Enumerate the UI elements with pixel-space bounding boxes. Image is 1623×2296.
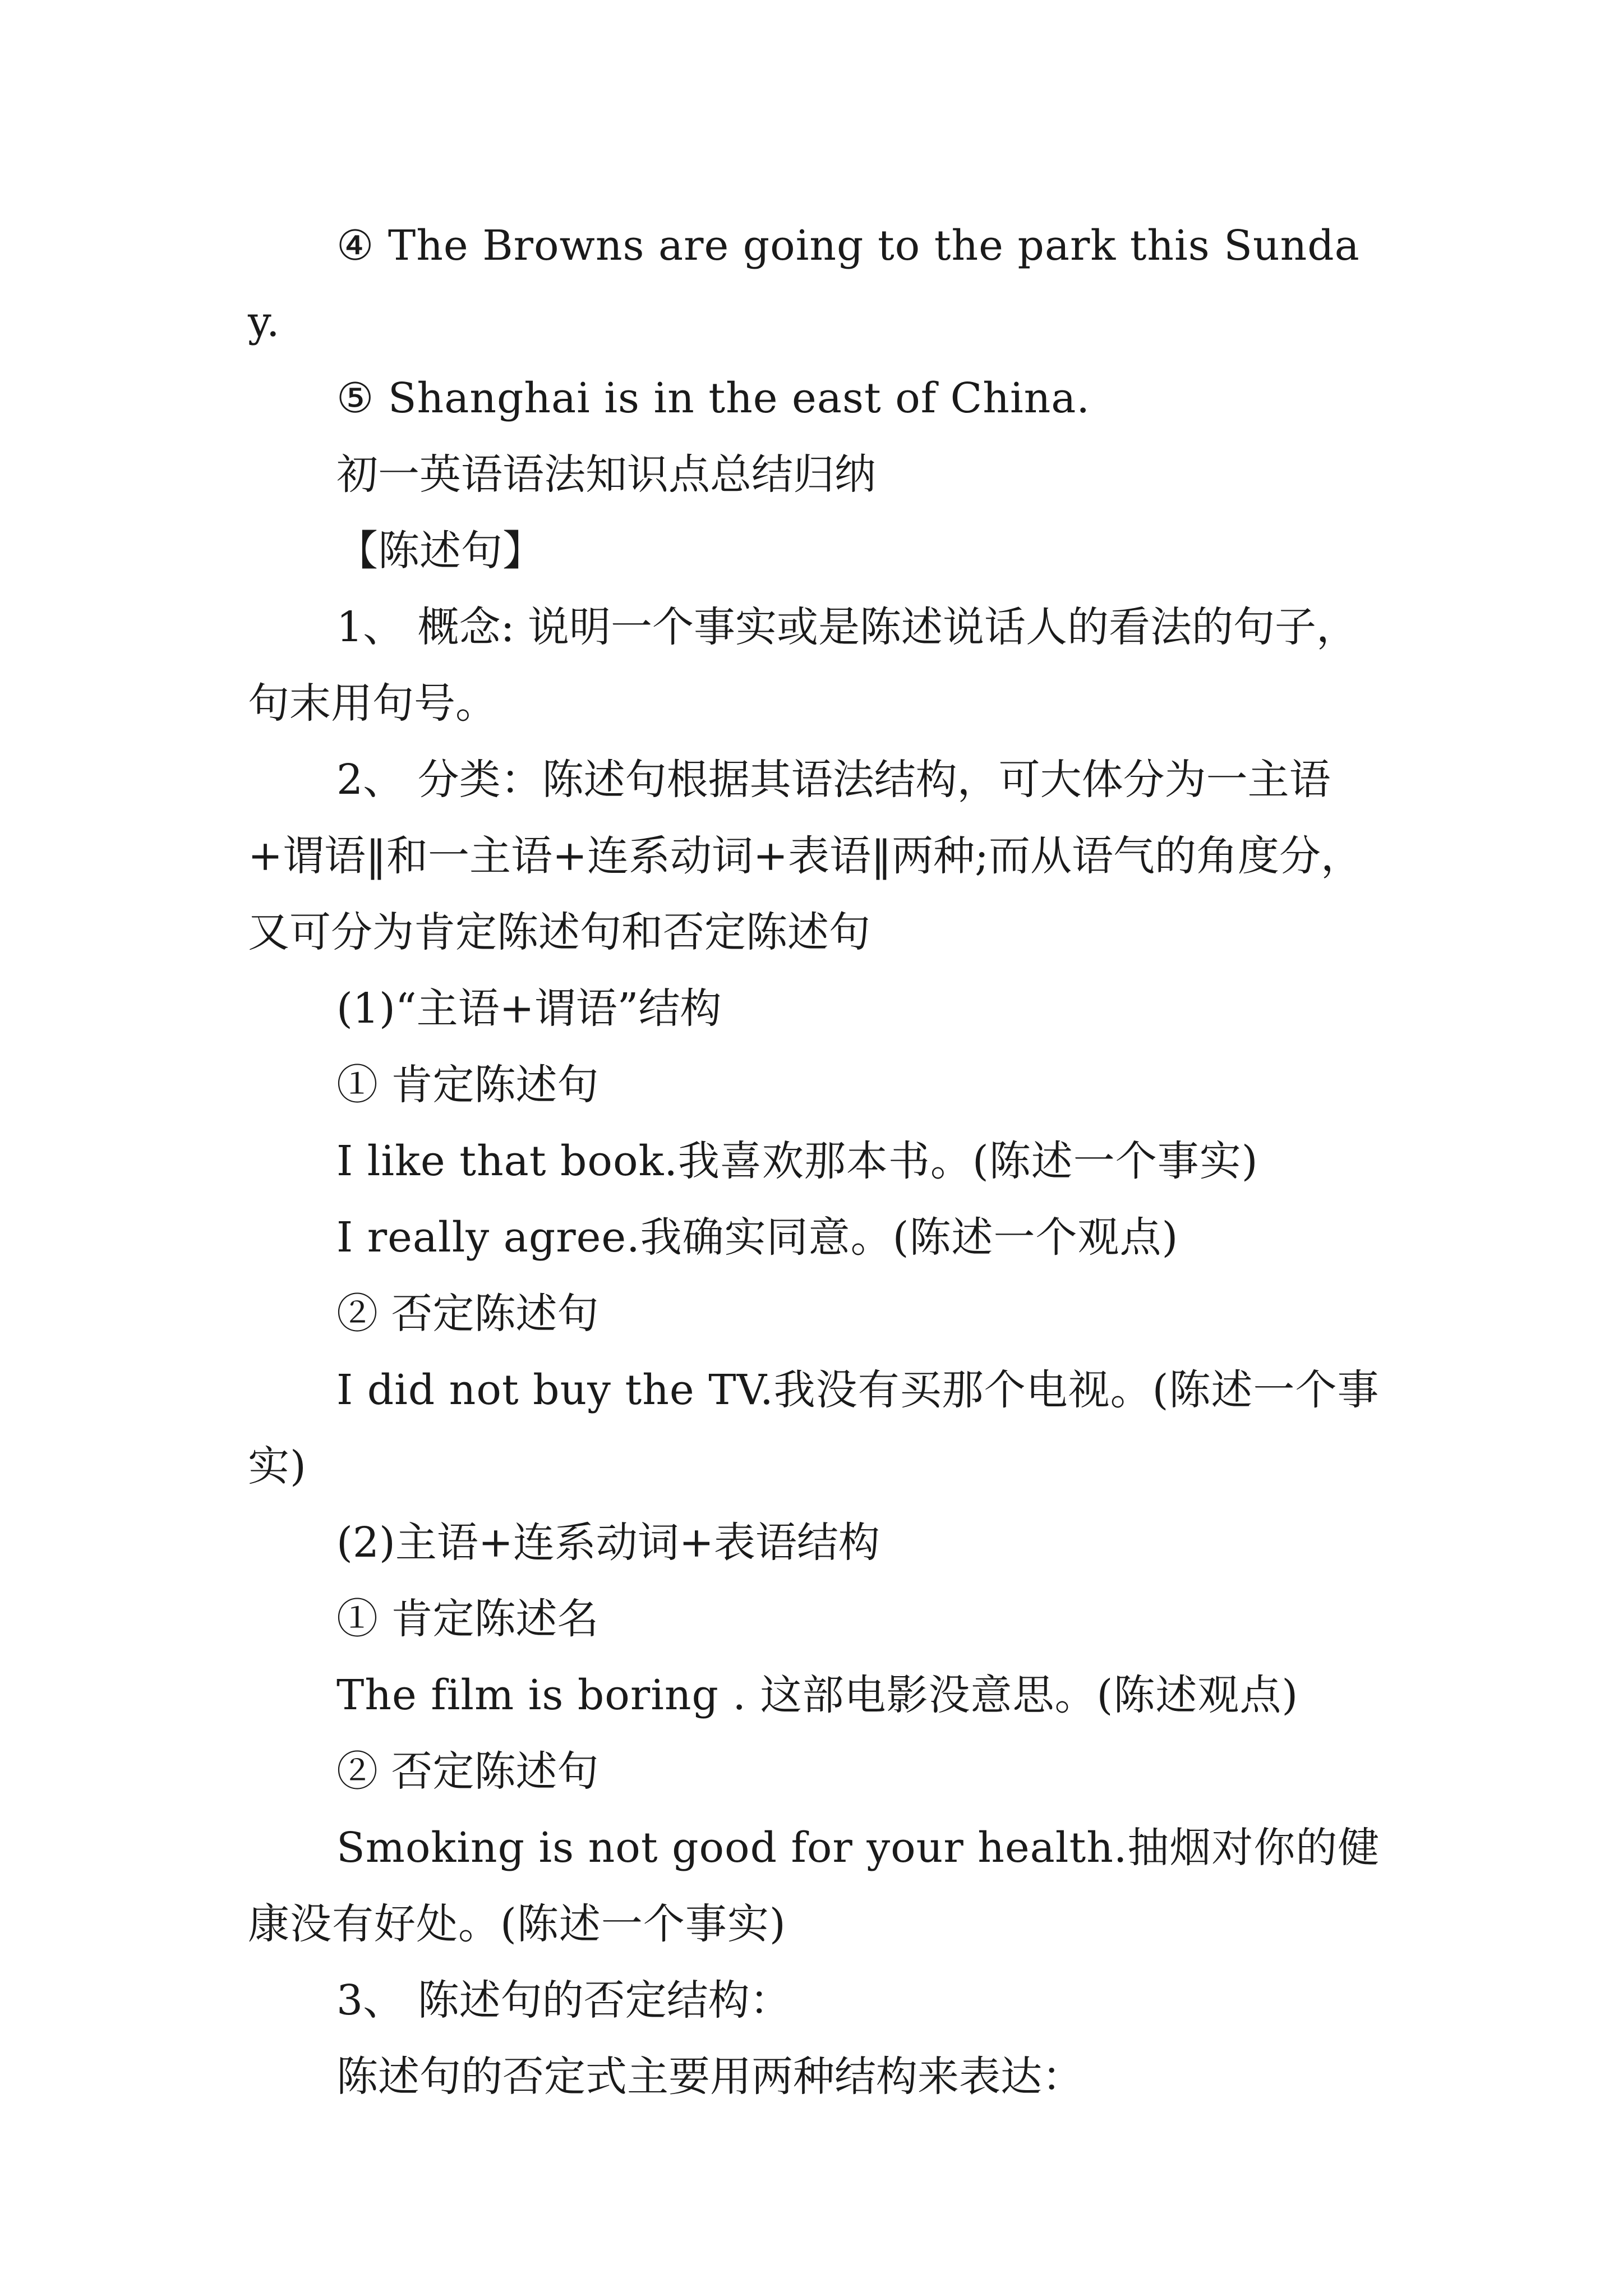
example-film-boring: The film is boring . 这部电影没意思。(陈述观点) — [336, 1671, 1299, 1719]
example-sentence-4: ④ The Browns are going to the park this Sunday. — [248, 222, 1360, 346]
paragraph-negative-forms: 陈述句的否定式主要用两种结构来表达： — [336, 2053, 1083, 2101]
item-negative-1: ② 否定陈述句 — [336, 1290, 599, 1338]
example-really-agree: I really agree.我确实同意。(陈述一个观点) — [336, 1213, 1179, 1262]
item-affirmative-2: ① 肯定陈述名 — [336, 1595, 599, 1643]
document-body — [248, 208, 1392, 2115]
section-title: 初一英语语法知识点总结归纳 — [336, 450, 876, 499]
subheading-subject-predicate: (1)“主语+谓语”结构 — [336, 984, 722, 1033]
example-smoking: Smoking is not good for your health.抽烟对你的健康没有好处。(陈述一个事实) — [248, 1824, 1380, 1948]
item-affirmative-1: ① 肯定陈述句 — [336, 1061, 599, 1109]
subheading-linking-verb: (2)主语+连系动词+表语结构 — [336, 1519, 880, 1567]
item-negative-2: ② 否定陈述句 — [336, 1747, 599, 1796]
example-sentence-5: ⑤ Shanghai is in the east of China. — [336, 374, 1090, 422]
example-like-book: I like that book.我喜欢那本书。(陈述一个事实) — [336, 1137, 1258, 1185]
paragraph-classification: 2、 分类：陈述句根据其语法结构，可大体分为一主语+谓语‖和一主语+连系动词+表语‖两种;而从语气的角度分，又可分为肯定陈述句和否定陈述句 — [248, 756, 1362, 956]
section-heading-declarative: 【陈述句】 — [336, 527, 544, 575]
paragraph-negative-structure: 3、 陈述句的否定结构： — [336, 1976, 791, 2024]
paragraph-concept: 1、 概念: 说明一个事实或是陈述说话人的看法的句子，句末用句号。 — [248, 603, 1358, 728]
example-did-not-buy: I did not buy the TV.我没有买那个电视。(陈述一个事实) — [248, 1366, 1380, 1490]
